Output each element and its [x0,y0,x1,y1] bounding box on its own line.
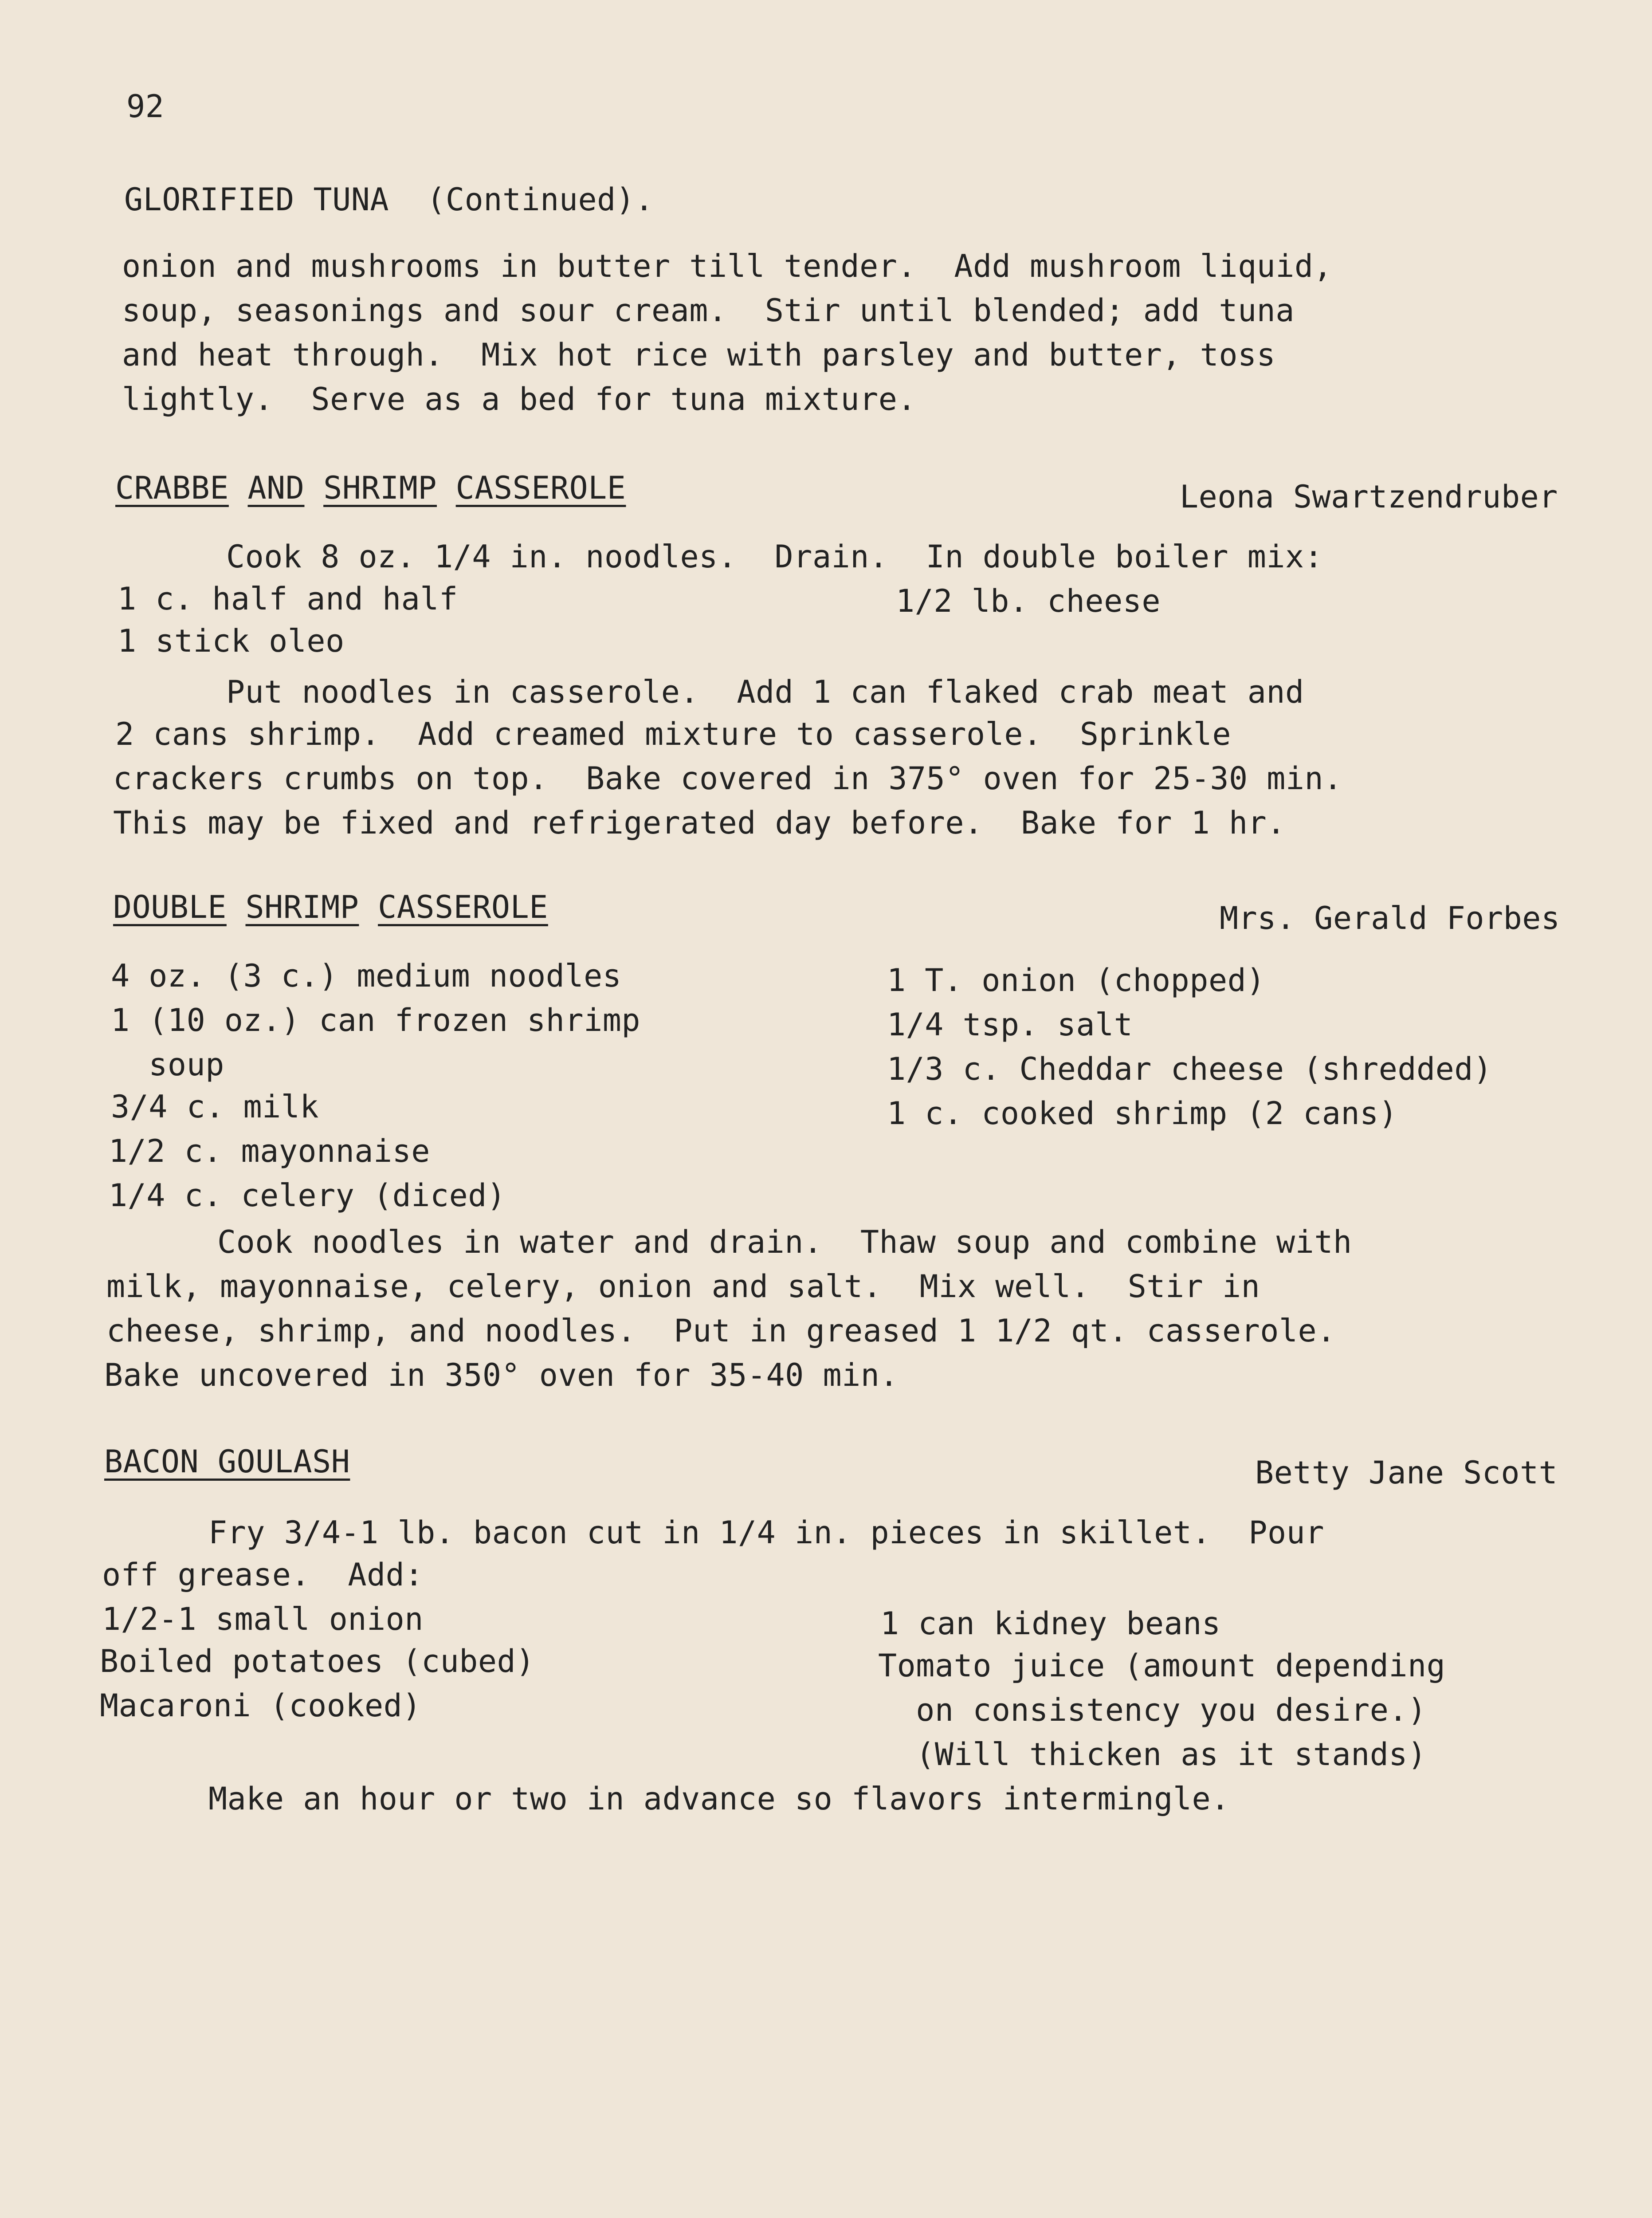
bacon-goulash-ingredient: Macaroni (cooked) [100,1687,421,1724]
crabbe-direction-line: Put noodles in casserole. Add 1 can flaked crab meat and [226,674,1304,710]
glorified-tuna-line: soup, seasonings and sour cream. Stir until blended; add tuna [122,292,1295,329]
glorified-tuna-line: lightly. Serve as a bed for tuna mixture. [122,381,917,417]
glorified-tuna-line: onion and mushrooms in butter till tender. Add mushroom liquid, [122,248,1333,284]
double-shrimp-title-word: SHRIMP [245,889,359,925]
bacon-goulash-intro-line: Fry 3/4-1 lb. bacon cut in 1/4 in. pieces in skillet. Pour [208,1514,1324,1551]
double-shrimp-direction-line: milk, mayonnaise, celery, onion and salt. Mix well. Stir in [106,1268,1260,1305]
glorified-tuna-heading: GLORIFIED TUNA (Continued). [124,181,654,218]
bacon-goulash-ingredient: (Will thicken as it stands) [878,1736,1427,1773]
crabbe-title-word: CASSEROLE [455,470,626,506]
double-shrimp-direction-line: Bake uncovered in 350° oven for 35-40 min. [104,1357,899,1393]
crabbe-title [115,470,626,506]
double-shrimp-ingredient: 1/4 c. celery (diced) [109,1177,506,1214]
crabbe-title-word: SHRIMP [323,470,437,506]
crabbe-direction-line: 2 cans shrimp. Add creamed mixture to casserole. Sprinkle [115,716,1231,752]
bacon-goulash-intro-line: off grease. Add: [102,1557,424,1593]
crabbe-ingredient: 1/2 lb. cheese [896,583,1161,619]
bacon-goulash-ingredient: Tomato juice (amount depending [878,1648,1446,1684]
bacon-goulash-ingredient: 1/2-1 small onion [102,1601,424,1637]
page-number: 92 [126,88,165,125]
double-shrimp-title [113,889,548,925]
bacon-goulash-title-text: BACON GOULASH [104,1443,350,1480]
double-shrimp-ingredient: 4 oz. (3 c.) medium noodles [111,958,622,994]
bacon-goulash-title [104,1443,350,1480]
crabbe-direction-line: This may be fixed and refrigerated day before. Bake for 1 hr. [113,805,1286,841]
double-shrimp-ingredient: soup [111,1046,224,1083]
double-shrimp-title-word: CASSEROLE [378,889,548,925]
double-shrimp-ingredient: 1 c. cooked shrimp (2 cans) [887,1095,1398,1132]
double-shrimp-ingredient: 1/3 c. Cheddar cheese (shredded) [887,1051,1492,1087]
crabbe-title-word: AND [247,470,305,506]
double-shrimp-direction-line: Cook noodles in water and drain. Thaw soup and combine with [217,1224,1352,1260]
crabbe-intro: Cook 8 oz. 1/4 in. noodles. Drain. In double boiler mix: [226,539,1323,575]
double-shrimp-ingredient: 1 T. onion (chopped) [887,962,1265,999]
glorified-tuna-line: and heat through. Mix hot rice with parsley and butter, toss [122,337,1276,373]
crabbe-author: Leona Swartzendruber [1180,479,1558,515]
bacon-goulash-ingredient: 1 can kidney beans [880,1605,1221,1642]
crabbe-title-word: CRABBE [115,470,229,506]
double-shrimp-ingredient: 1 (10 oz.) can frozen shrimp [111,1002,641,1038]
double-shrimp-ingredient: 3/4 c. milk [111,1089,319,1125]
double-shrimp-ingredient: 1/4 tsp. salt [887,1007,1133,1043]
bacon-goulash-author: Betty Jane Scott [1255,1455,1558,1491]
bacon-goulash-ingredient: Boiled potatoes (cubed) [100,1643,535,1679]
double-shrimp-author: Mrs. Gerald Forbes [1220,900,1560,936]
double-shrimp-ingredient: 1/2 c. mayonnaise [109,1133,430,1169]
crabbe-ingredient: 1 c. half and half [118,581,458,617]
bacon-goulash-closing: Make an hour or two in advance so flavors intermingle. [208,1781,1230,1817]
bacon-goulash-ingredient: on consistency you desire.) [878,1692,1427,1728]
double-shrimp-title-word: DOUBLE [113,889,227,925]
crabbe-direction-line: crackers crumbs on top. Bake covered in 375° oven for 25-30 min. [113,760,1342,797]
double-shrimp-direction-line: cheese, shrimp, and noodles. Put in greased 1 1/2 qt. casserole. [106,1313,1336,1349]
crabbe-ingredient: 1 stick oleo [118,623,345,659]
